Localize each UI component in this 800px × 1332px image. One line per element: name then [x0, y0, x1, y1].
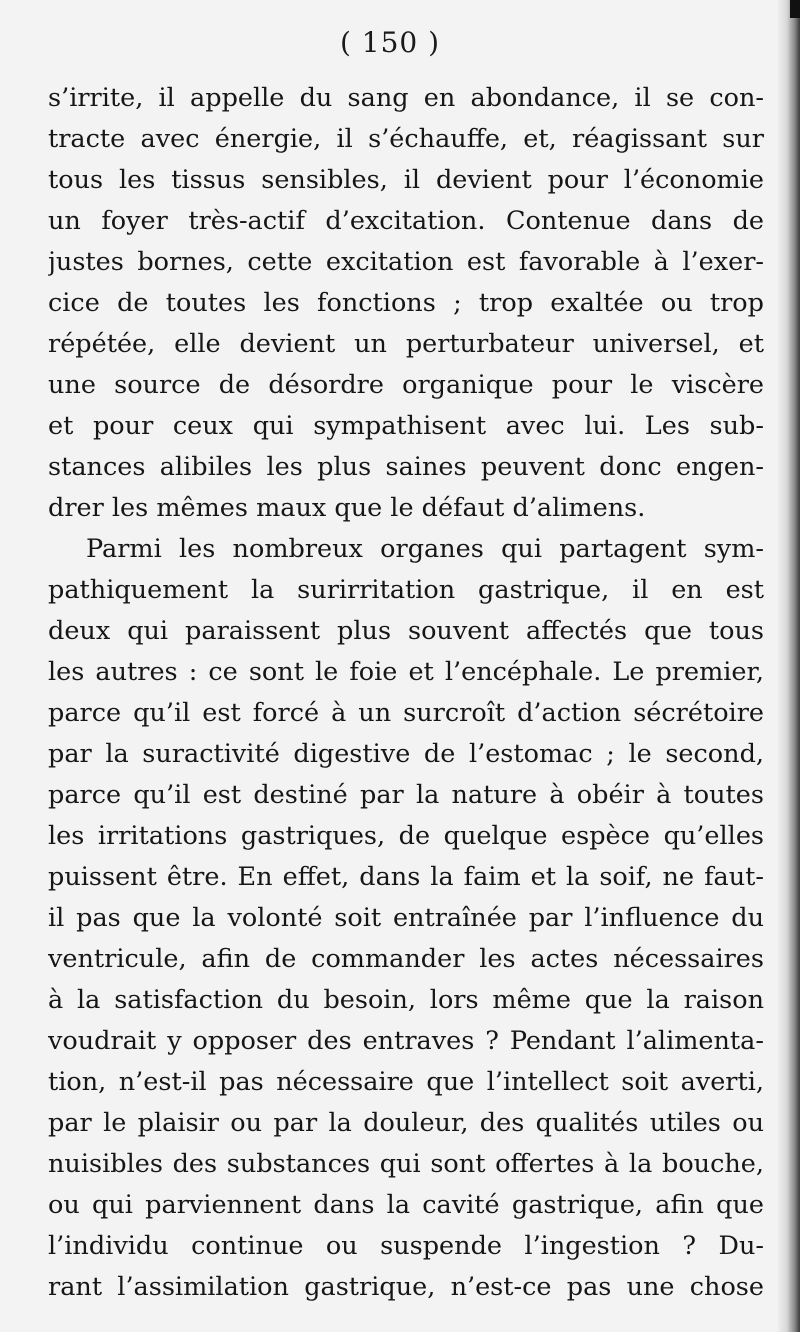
page-number: ( 150 ) [339, 26, 441, 59]
text-line: et pour ceux qui sympathisent avec lui. Les sub- [48, 411, 764, 441]
text-line: tracte avec énergie, il s’échauffe, et, réagissant sur [48, 124, 764, 154]
body-text [48, 78, 764, 1308]
text-line: un foyer très-actif d’excitation. Contenue dans de [48, 206, 764, 236]
text-line: justes bornes, cette excitation est favorable à l’exer- [48, 247, 764, 277]
text-line: parce qu’il est destiné par la nature à obéir à toutes [48, 780, 764, 810]
text-line: répétée, elle devient un perturbateur universel, et [48, 329, 764, 359]
text-line: stances alibiles les plus saines peuvent donc engen- [48, 452, 764, 482]
page-corner-mark [790, 0, 800, 18]
text-line: drer les mêmes maux que le défaut d’alimens. [48, 493, 646, 523]
text-line: voudrait y opposer des entraves ? Pendant l’alimenta- [48, 1026, 764, 1056]
text-line: puissent être. En effet, dans la faim et la soif, ne faut- [48, 862, 764, 892]
text-line: cice de toutes les fonctions ; trop exaltée ou trop [48, 288, 764, 318]
text-line: par le plaisir ou par la douleur, des qualités utiles ou [48, 1108, 764, 1138]
text-line: tous les tissus sensibles, il devient pour l’économie [48, 165, 764, 195]
text-line: l’individu continue ou suspende l’ingestion ? Du- [48, 1231, 764, 1261]
text-line: ou qui parviennent dans la cavité gastrique, afin que [48, 1190, 764, 1220]
text-line: parce qu’il est forcé à un surcroît d’action sécrétoire [48, 698, 764, 728]
text-line: une source de désordre organique pour le viscère [48, 370, 764, 400]
text-line: par la suractivité digestive de l’estomac ; le second, [48, 739, 764, 769]
text-line: les autres : ce sont le foie et l’encéphale. Le premier, [48, 657, 764, 687]
text-line: s’irrite, il appelle du sang en abondance, il se con- [48, 83, 764, 113]
text-line: nuisibles des substances qui sont offertes à la bouche, [48, 1149, 764, 1179]
paragraph-start-line: Parmi les nombreux organes qui partagent sym- [86, 534, 764, 564]
page-edge-shadow [778, 0, 800, 1332]
text-line: il pas que la volonté soit entraînée par l’influence du [48, 903, 764, 933]
text-line: à la satisfaction du besoin, lors même que la raison [48, 985, 764, 1015]
text-line: pathiquement la surirritation gastrique, il en est [48, 575, 764, 605]
text-line: tion, n’est-il pas nécessaire que l’intellect soit averti, [48, 1067, 764, 1097]
text-line: les irritations gastriques, de quelque espèce qu’elles [48, 821, 764, 851]
text-line: ventricule, afin de commander les actes nécessaires [48, 944, 764, 974]
text-line: deux qui paraissent plus souvent affectés que tous [48, 616, 764, 646]
text-line: rant l’assimilation gastrique, n’est-ce pas une chose [48, 1272, 764, 1302]
